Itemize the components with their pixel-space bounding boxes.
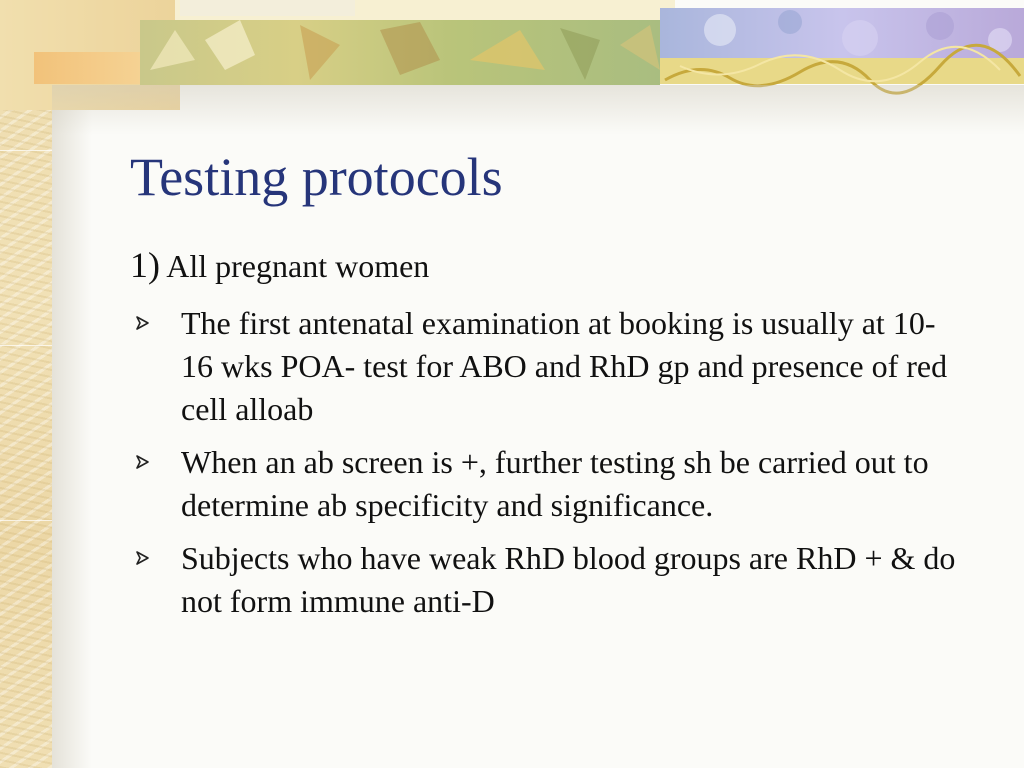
arrowhead-bullet-icon xyxy=(134,315,150,331)
arrowhead-bullet-icon xyxy=(134,454,150,470)
bullet-item xyxy=(130,537,960,623)
bullet-text: The first antenatal examination at booking is usually at 10-16 wks POA- test for ABO and RhD gp and presence of red cell alloab xyxy=(181,305,948,427)
bullet-list xyxy=(130,302,960,633)
bullet-item xyxy=(130,441,960,527)
slide-title: Testing protocols xyxy=(130,147,503,207)
arrowhead-bullet-icon xyxy=(134,550,150,566)
banner-shadow xyxy=(52,85,1024,135)
bullet-text: When an ab screen is +, further testing sh be carried out to determine ab specificity and significance. xyxy=(181,444,929,523)
bullet-text: Subjects who have weak RhD blood groups are RhD + & do not form immune anti-D xyxy=(181,540,956,619)
subheading xyxy=(130,244,429,286)
subheading-text: All pregnant women xyxy=(166,248,430,284)
left-parchment-band xyxy=(0,0,52,768)
subheading-number: 1) xyxy=(130,245,160,285)
bullet-item xyxy=(130,302,960,431)
